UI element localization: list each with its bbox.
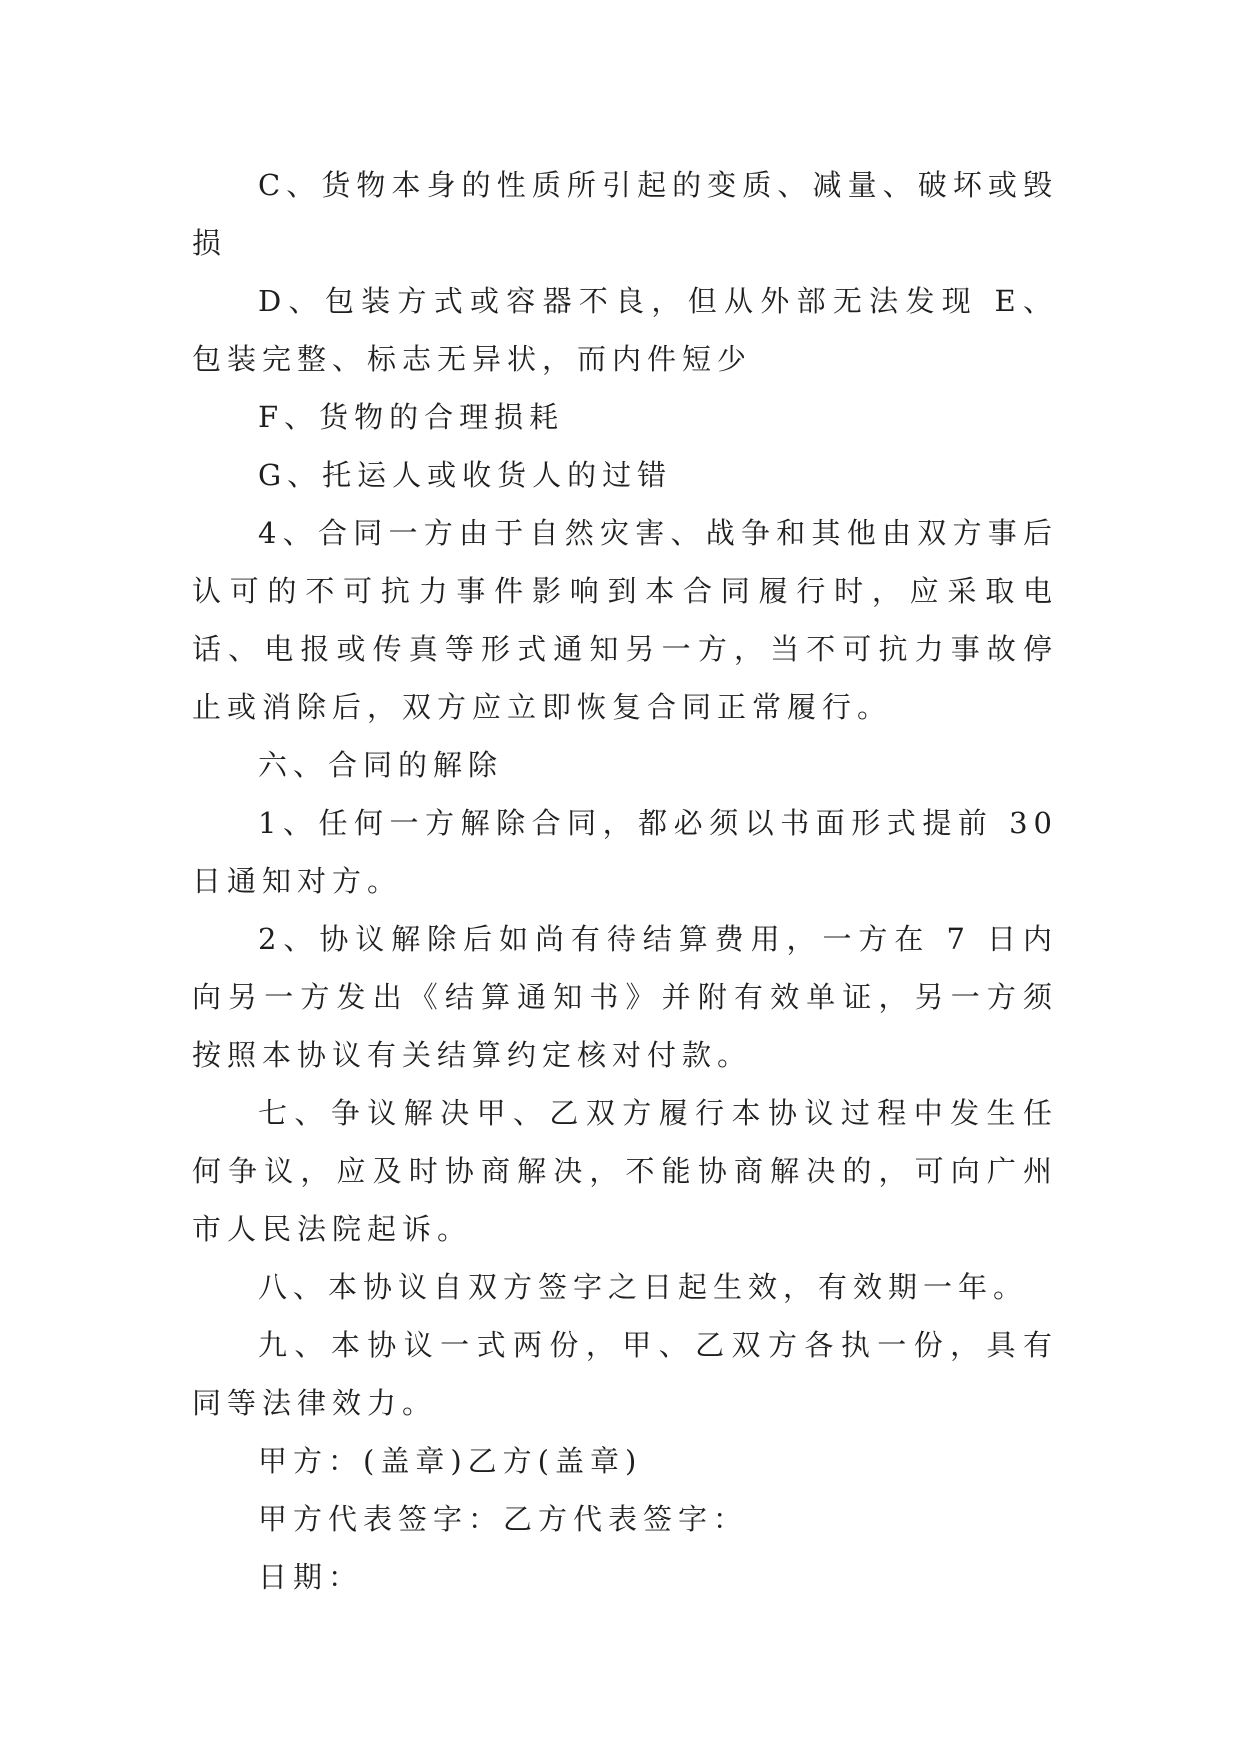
signature-line: 甲方代表签字：乙方代表签字： [258,1502,749,1536]
section-7-dispute: 七、争议解决甲、乙双方履行本协议过程中发生任何争议，应及时协商解决，不能协商解决的，可向广州市人民法院起诉。 [192,1096,1058,1246]
clause-g: G、托运人或收货人的过错 [258,458,673,492]
section-6-heading: 六、合同的解除 [258,748,504,782]
clause-c: C、货物本身的性质所引起的变质、减量、破坏或毁损 [192,168,1058,260]
clause-6-2: 2、协议解除后如尚有待结算费用，一方在 7 日内向另一方发出《结算通知书》并附有效单证，另一方须按照本协议有关结算约定核对付款。 [192,922,1058,1072]
seal-line: 甲方：(盖章)乙方(盖章) [258,1444,643,1478]
section-8-validity: 八、本协议自双方签字之日起生效，有效期一年。 [258,1270,1029,1304]
document-body [192,156,1058,1606]
clause-f: F、货物的合理损耗 [258,400,565,434]
clause-4-force-majeure: 4、合同一方由于自然灾害、战争和其他由双方事后认可的不可抗力事件影响到本合同履行时，应采取电话、电报或传真等形式通知另一方，当不可抗力事故停止或消除后，双方应立即恢复合同正常履行。 [192,516,1058,724]
section-9-copies: 九、本协议一式两份，甲、乙双方各执一份，具有同等法律效力。 [192,1328,1058,1420]
date-line: 日期： [258,1560,364,1594]
clause-6-1: 1、任何一方解除合同，都必须以书面形式提前 30 日通知对方。 [192,806,1058,898]
clause-d-e: D、包装方式或容器不良，但从外部无法发现 E、包装完整、标志无异状，而内件短少 [192,284,1058,376]
